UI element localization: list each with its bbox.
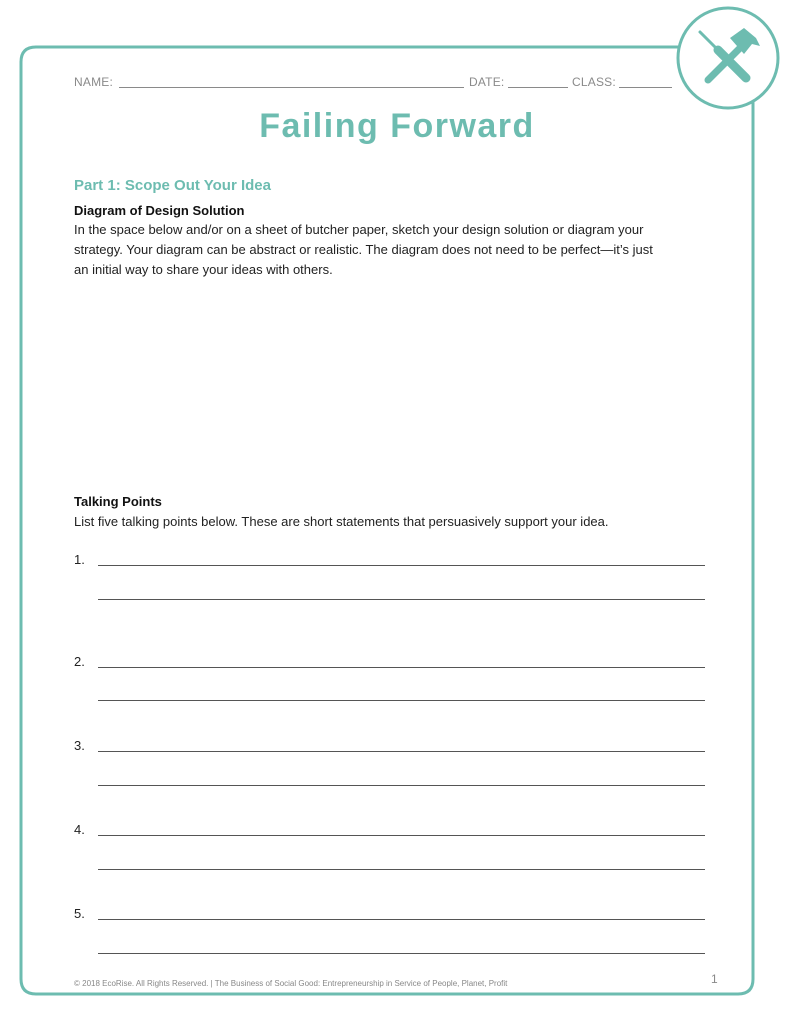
date-field[interactable] [508, 87, 568, 88]
page-number: 1 [711, 972, 718, 986]
talking-points-instruction: List five talking points below. These are short statements that persuasively support your idea. [74, 514, 609, 529]
diagram-drawing-area[interactable] [74, 290, 704, 485]
footer-copyright: © 2018 EcoRise. All Rights Reserved. | The Business of Social Good: Entrepreneurship in Service of People, Planet, Profit [74, 979, 508, 988]
header-fields [74, 74, 674, 90]
talking-point-number: 5. [74, 906, 85, 921]
talking-point-line[interactable] [98, 785, 705, 786]
talking-point-line[interactable] [98, 953, 705, 954]
class-field[interactable] [619, 87, 672, 88]
talking-point-line[interactable] [98, 869, 705, 870]
talking-point-line[interactable] [98, 919, 705, 920]
class-label: CLASS: [572, 75, 616, 89]
page-title: Failing Forward [259, 107, 535, 145]
diagram-heading: Diagram of Design Solution [74, 203, 245, 218]
talking-point-line[interactable] [98, 599, 705, 600]
talking-point-line[interactable] [98, 751, 705, 752]
talking-point-line[interactable] [98, 700, 705, 701]
name-field[interactable] [119, 87, 464, 88]
talking-point-line[interactable] [98, 667, 705, 668]
diagram-instructions [74, 220, 714, 280]
diagram-instructions-line: an initial way to share your ideas with others. [74, 262, 333, 277]
talking-point-number: 2. [74, 654, 85, 669]
talking-point-line[interactable] [98, 565, 705, 566]
date-label: DATE: [469, 75, 505, 89]
talking-point-number: 1. [74, 552, 85, 567]
diagram-instructions-line: In the space below and/or on a sheet of butcher paper, sketch your design solution or diagram your [74, 222, 644, 237]
talking-point-line[interactable] [98, 835, 705, 836]
name-label: NAME: [74, 75, 114, 89]
talking-point-number: 4. [74, 822, 85, 837]
talking-point-number: 3. [74, 738, 85, 753]
part1-heading: Part 1: Scope Out Your Idea [74, 177, 271, 194]
talking-points-heading: Talking Points [74, 494, 162, 509]
diagram-instructions-line: strategy. Your diagram can be abstract or realistic. The diagram does not need to be perfect—it’s just [74, 242, 653, 257]
